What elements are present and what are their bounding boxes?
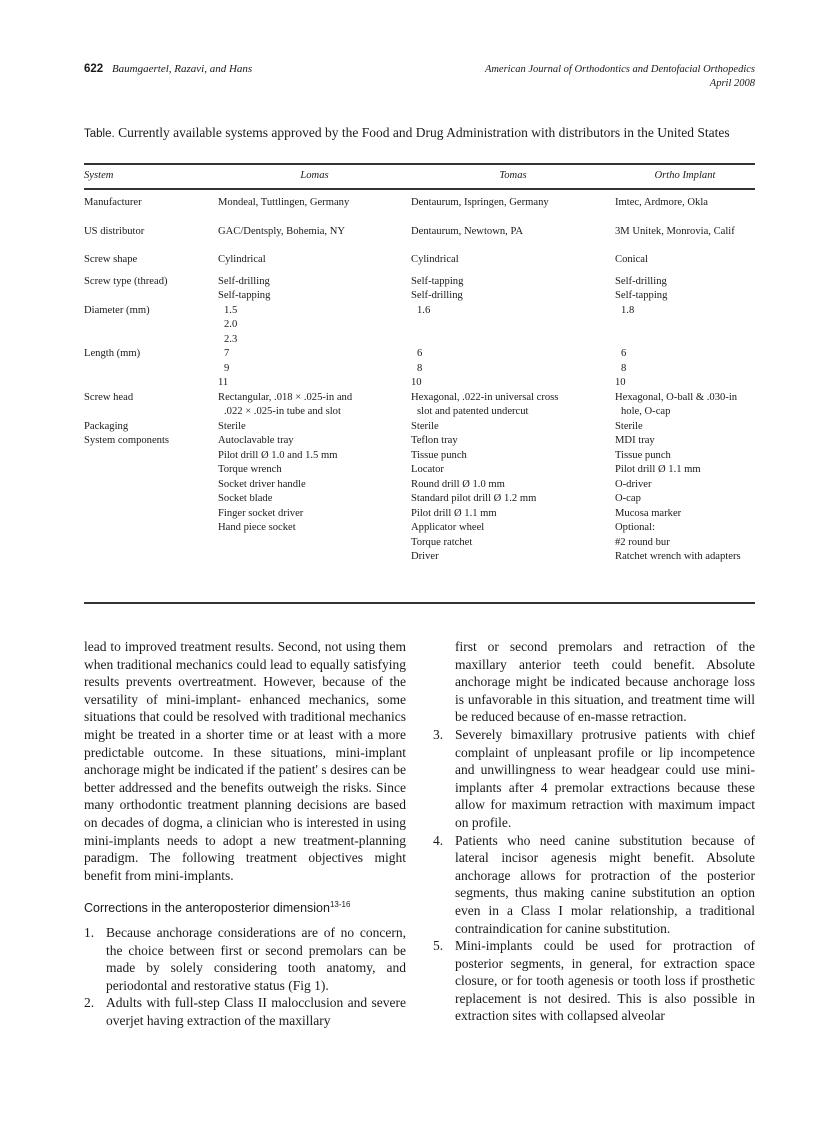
header-tomas: Tomas bbox=[499, 169, 527, 181]
table-row bbox=[84, 246, 755, 275]
table-row bbox=[84, 188, 755, 218]
cell-lomas bbox=[218, 434, 411, 565]
cell-line: Pilot drill Ø 1.1 mm bbox=[411, 507, 497, 519]
cell-line: Teflon tray bbox=[411, 435, 458, 446]
cell-tomas bbox=[411, 246, 615, 275]
table-row bbox=[84, 434, 755, 565]
cell-line: .022 × .025-in tube and slot bbox=[224, 406, 341, 417]
cell-line: Mucosa marker bbox=[615, 507, 682, 519]
list-number: 3. bbox=[433, 726, 444, 742]
cell-line: Dentaurum, Ispringen, Germany bbox=[411, 197, 549, 208]
cell-line: #2 round bur bbox=[615, 536, 670, 548]
cell-ortho bbox=[615, 391, 755, 420]
issue-date: April 2008 bbox=[709, 78, 755, 89]
cell-line: 9 bbox=[224, 362, 230, 374]
cell-line: Socket driver handle bbox=[218, 478, 306, 490]
cell-line: Pilot drill Ø 1.1 mm bbox=[615, 464, 701, 475]
cell-line: Self-tapping bbox=[615, 290, 668, 301]
body-column-left bbox=[84, 638, 406, 1030]
table-row bbox=[84, 347, 755, 391]
cell-line: 8 bbox=[417, 362, 423, 374]
cell-line: Torque wrench bbox=[218, 464, 282, 475]
cell-tomas bbox=[411, 188, 615, 218]
cell-tomas bbox=[411, 218, 615, 247]
table-caption bbox=[84, 124, 755, 143]
table-row bbox=[84, 218, 755, 247]
cell-tomas bbox=[411, 347, 615, 391]
cell-line: Tissue punch bbox=[615, 449, 671, 461]
header-system: System bbox=[84, 169, 114, 181]
cell-ortho bbox=[615, 434, 755, 565]
objectives-list-right bbox=[433, 726, 755, 1025]
row-label: Length (mm) bbox=[84, 348, 141, 359]
list-item bbox=[84, 924, 406, 994]
list-text: Patients who need canine substitution because of lateral incisor agenesis might benefit. Absolute anchorage allows for protraction of the posterior segments, thus making canine substitution an option even in a Class I molar relationship, a traditional contraindication for canine substitution. bbox=[455, 832, 755, 936]
cell-line: Ratchet wrench with adapters bbox=[615, 551, 741, 562]
cell-line: O-cap bbox=[615, 493, 641, 504]
list-number: 5. bbox=[433, 938, 444, 954]
cell-line: Sterile bbox=[411, 420, 439, 432]
cell-line: 8 bbox=[621, 362, 627, 374]
cell-line: Self-tapping bbox=[411, 275, 464, 287]
cell-line: Autoclavable tray bbox=[218, 435, 294, 446]
cell-line: Self-drilling bbox=[218, 275, 270, 287]
cell-line: 6 bbox=[621, 348, 627, 359]
cell-lomas bbox=[218, 420, 411, 435]
cell-line: 2.3 bbox=[224, 333, 238, 345]
cell-line: Sterile bbox=[218, 420, 246, 432]
cell-line: Conical bbox=[615, 254, 648, 265]
section-heading bbox=[84, 896, 406, 918]
cell-tomas bbox=[411, 420, 615, 435]
list-text: Adults with full-step Class II malocclusion and severe overjet having extraction of the maxillary bbox=[106, 995, 406, 1029]
cell-line: 7 bbox=[224, 348, 230, 359]
list-item bbox=[433, 832, 755, 938]
list-continuation: first or second premolars and retraction of the maxillary anterior teeth could benefit. Absolute anchorage might be indicated because anchorage loss is unfavorable in this situation, and treatment time will be reduced because of en-masse retraction. bbox=[455, 639, 755, 725]
table-row bbox=[84, 275, 755, 304]
table-label: Table. bbox=[84, 128, 115, 140]
list-item bbox=[433, 726, 755, 832]
table-row bbox=[84, 391, 755, 420]
cell-ortho bbox=[615, 218, 755, 247]
cell-line: Finger socket driver bbox=[218, 507, 304, 519]
cell-line: Driver bbox=[411, 551, 439, 562]
cell-line: Cylindrical bbox=[411, 254, 459, 265]
cell-ortho bbox=[615, 304, 755, 348]
cell-line: Standard pilot drill Ø 1.2 mm bbox=[411, 493, 537, 504]
cell-line: GAC/Dentsply, Bohemia, NY bbox=[218, 225, 346, 237]
cell-line: 1.6 bbox=[417, 304, 431, 316]
journal-title: American Journal of Orthodontics and Dentofacial Orthopedics bbox=[484, 64, 755, 75]
table-header-row bbox=[84, 164, 755, 188]
list-number: 2. bbox=[84, 995, 95, 1011]
cell-line: Hand piece socket bbox=[218, 522, 296, 533]
section-heading-refs: 13-16 bbox=[329, 900, 351, 910]
cell-lomas bbox=[218, 391, 411, 420]
header-lomas: Lomas bbox=[300, 169, 329, 181]
cell-line: Round drill Ø 1.0 mm bbox=[411, 478, 505, 490]
systems-table bbox=[84, 164, 755, 565]
row-label: Screw head bbox=[84, 391, 134, 403]
cell-line: Socket blade bbox=[218, 493, 273, 504]
row-label: Diameter (mm) bbox=[84, 304, 150, 316]
cell-line: Hexagonal, O-ball & .030-in bbox=[615, 391, 738, 403]
row-label: US distributor bbox=[84, 225, 145, 237]
table-row bbox=[84, 420, 755, 435]
cell-line: Torque ratchet bbox=[411, 536, 473, 548]
cell-tomas bbox=[411, 275, 615, 304]
cell-line: 2.0 bbox=[224, 319, 238, 330]
row-label: Screw type (thread) bbox=[84, 275, 168, 287]
cell-line: 1.5 bbox=[224, 304, 238, 316]
cell-line: 11 bbox=[218, 377, 229, 388]
table-body bbox=[84, 188, 755, 565]
body-column-right bbox=[433, 638, 755, 1025]
objectives-list-left bbox=[84, 924, 406, 1030]
cell-line: Optional: bbox=[615, 522, 656, 533]
list-item bbox=[433, 937, 755, 1025]
row-label: Packaging bbox=[84, 420, 129, 432]
row-label: Manufacturer bbox=[84, 197, 142, 208]
list-text: Mini-implants could be used for protraction of posterior segments, in general, for extraction space closure, or for tooth agenesis or tooth loss if prosthetic replacement is not desired. This is also possible in extraction sites with collapsed alveolar bbox=[455, 938, 755, 1024]
list-text: Severely bimaxillary protrusive patients with chief complaint of unpleasant profile or lip incompetence and unwillingness to wear headgear could use mini-implants after 4 premolar extractions because these allow for maximum retraction with maximum impact on profile. bbox=[455, 726, 755, 830]
cell-line: Hexagonal, .022-in universal cross bbox=[411, 391, 559, 403]
cell-ortho bbox=[615, 246, 755, 275]
cell-lomas bbox=[218, 246, 411, 275]
cell-lomas bbox=[218, 218, 411, 247]
running-head-left bbox=[84, 63, 252, 75]
running-head-right bbox=[485, 63, 755, 91]
table-row bbox=[84, 304, 755, 348]
cell-line: Imtec, Ardmore, Okla bbox=[615, 197, 708, 208]
header-ortho-implant: Ortho Implant bbox=[654, 169, 716, 181]
cell-ortho bbox=[615, 275, 755, 304]
cell-line: Dentaurum, Newtown, PA bbox=[411, 225, 524, 237]
cell-line: Self-drilling bbox=[411, 290, 463, 301]
section-heading-text: Corrections in the anteroposterior dimension bbox=[84, 901, 330, 916]
list-number: 4. bbox=[433, 832, 444, 848]
cell-lomas bbox=[218, 347, 411, 391]
cell-line: Pilot drill Ø 1.0 and 1.5 mm bbox=[218, 449, 338, 461]
cell-line: Cylindrical bbox=[218, 254, 266, 265]
list-text: Because anchorage considerations are of no concern, the choice between first or second premolars can be made by solely considering tooth anatomy, and periodontal and restorative status (Fig 1). bbox=[106, 925, 406, 993]
authors: Baumgaertel, Razavi, and Hans bbox=[111, 63, 253, 75]
cell-ortho bbox=[615, 347, 755, 391]
cell-line: MDI tray bbox=[615, 435, 655, 446]
cell-tomas bbox=[411, 434, 615, 565]
cell-line: Sterile bbox=[615, 420, 643, 432]
page-number: 622 bbox=[84, 63, 104, 75]
list-number: 1. bbox=[84, 925, 95, 941]
table-bottom-rule bbox=[84, 602, 755, 604]
cell-line: O-driver bbox=[615, 478, 652, 490]
table-caption-text: Currently available systems approved by the Food and Drug Administration with distributors in the United States bbox=[118, 125, 730, 140]
cell-lomas bbox=[218, 304, 411, 348]
cell-line: Applicator wheel bbox=[411, 522, 485, 533]
cell-tomas bbox=[411, 391, 615, 420]
cell-line: 6 bbox=[417, 348, 423, 359]
body-paragraph: lead to improved treatment results. Second, not using them when traditional mechanics could lead to equally satisfying results prevents overtreatment. However, because of the versatility of mini-implant- enhanced mechanics, some situations that could be resolved with traditional mechanics might be treated in a shorter time or at least with a more predictable outcome. In these situations, mini-implant anchorage might be indicated if the patient' s desires can be better addressed and the benefits outweigh the risks. Since many orthodontic treatment planning decisions are based on decades of dogma, a clinician who is interested in using mini-implants needs to adopt a new treatment-planning paradigm. The following treatment objectives might benefit from mini-implants. bbox=[84, 639, 406, 883]
cell-line: 3M Unitek, Monrovia, Calif bbox=[615, 225, 735, 237]
cell-ortho bbox=[615, 188, 755, 218]
cell-line: Locator bbox=[411, 464, 444, 475]
list-item bbox=[84, 994, 406, 1029]
row-label: Screw shape bbox=[84, 254, 138, 265]
cell-line: Rectangular, .018 × .025-in and bbox=[218, 391, 353, 403]
cell-lomas bbox=[218, 188, 411, 218]
cell-tomas bbox=[411, 304, 615, 348]
cell-line: slot and patented undercut bbox=[417, 406, 529, 417]
cell-line: Self-drilling bbox=[615, 275, 667, 287]
cell-line: 1.8 bbox=[621, 304, 635, 316]
cell-line: hole, O-cap bbox=[621, 406, 671, 417]
cell-line: 10 bbox=[411, 377, 422, 388]
cell-ortho bbox=[615, 420, 755, 435]
cell-line: Self-tapping bbox=[218, 290, 271, 301]
row-label: System components bbox=[84, 435, 170, 446]
cell-line: Tissue punch bbox=[411, 449, 467, 461]
cell-lomas bbox=[218, 275, 411, 304]
cell-line: 10 bbox=[615, 377, 626, 388]
cell-line: Mondeal, Tuttlingen, Germany bbox=[218, 197, 350, 208]
